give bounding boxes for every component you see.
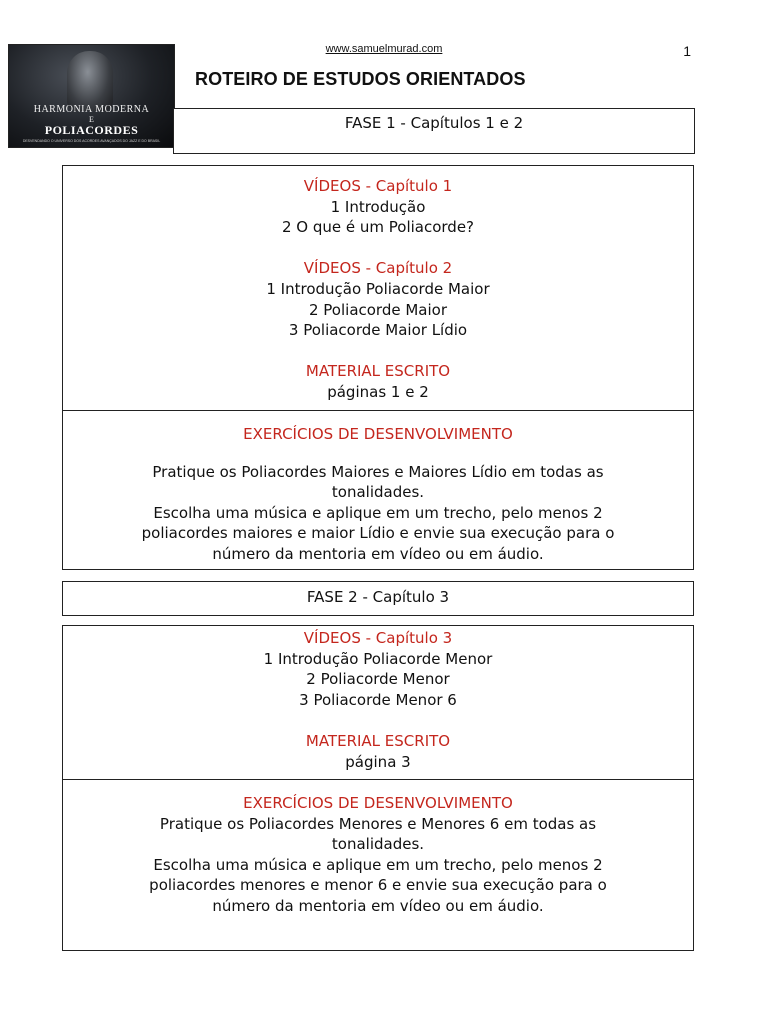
exercise-line: Pratique os Poliacordes Menores e Menores 6 em todas as [159, 814, 597, 833]
exercise-paragraph-2 [63, 855, 693, 917]
video-item: 3 Poliacorde Menor 6 [299, 690, 457, 709]
logo-line-4: DESVENDANDO O UNIVERSO DOS ACORDES AVANÇADOS DO JAZZ E DO BRASIL [22, 139, 161, 143]
video-item: 3 Poliacorde Maior Lídio [288, 321, 468, 340]
phase-1-videos-section [63, 176, 693, 403]
phase-1-title-box [173, 108, 695, 154]
exercise-line: Pratique os Poliacordes Maiores e Maiores Lídio em todas as [152, 462, 604, 481]
phase-2-title-box [62, 581, 694, 616]
logo-line-2: E [89, 115, 94, 124]
videos-ch3-heading: VÍDEOS - Capítulo 3 [303, 629, 453, 647]
exercises-heading: EXERCÍCIOS DE DESENVOLVIMENTO [243, 425, 513, 443]
exercise-line: poliacordes maiores e maior Lídio e envie sua execução para o [141, 524, 615, 543]
logo-line-1: HARMONIA MODERNA [33, 104, 150, 115]
videos-ch2-heading: VÍDEOS - Capítulo 2 [303, 259, 453, 278]
video-item: 1 Introdução Poliacorde Maior [266, 279, 490, 298]
videos-ch1-heading: VÍDEOS - Capítulo 1 [303, 177, 453, 195]
phase-2-title: FASE 2 - Capítulo 3 [306, 588, 450, 606]
video-item: 2 O que é um Poliacorde? [281, 218, 475, 237]
exercise-paragraph-2 [63, 503, 693, 565]
document-title: ROTEIRO DE ESTUDOS ORIENTADOS [195, 69, 526, 89]
exercise-line: número da mentoria em vídeo ou em áudio. [212, 544, 544, 563]
section-divider [63, 410, 693, 411]
video-item: 2 Poliacorde Menor [306, 670, 450, 689]
material-pages: páginas 1 e 2 [327, 382, 429, 401]
logo-line-3: POLIACORDES [44, 123, 139, 137]
material-heading: MATERIAL ESCRITO [305, 362, 451, 381]
exercise-line: tonalidades. [331, 835, 425, 854]
phase-2-videos-section [63, 628, 693, 772]
exercise-line: Escolha uma música e aplique em um trecho, pelo menos 2 [153, 855, 603, 874]
exercise-line: tonalidades. [331, 483, 425, 502]
exercise-line: número da mentoria em vídeo ou em áudio. [212, 896, 544, 915]
exercises-heading: EXERCÍCIOS DE DESENVOLVIMENTO [243, 794, 513, 812]
material-pages: página 3 [345, 752, 411, 771]
site-link[interactable]: www.samuelmurad.com [325, 43, 443, 55]
phase-1-content-box [62, 165, 694, 570]
exercise-line: Escolha uma música e aplique em um trecho, pelo menos 2 [153, 503, 603, 522]
exercise-paragraph-1 [63, 462, 693, 503]
video-item: 1 Introdução [330, 197, 426, 216]
page-number: 1 [683, 43, 691, 59]
video-item: 2 Poliacorde Maior [308, 300, 448, 319]
material-heading: MATERIAL ESCRITO [305, 731, 451, 750]
video-item: 1 Introdução Poliacorde Menor [263, 649, 493, 668]
exercise-paragraph-1 [63, 814, 693, 855]
musician-photo [67, 51, 113, 111]
section-divider [63, 779, 693, 780]
course-logo [8, 44, 175, 148]
phase-1-exercises-section [63, 424, 693, 565]
phase-2-content-box [62, 625, 694, 951]
exercise-line: poliacordes menores e menor 6 e envie sua execução para o [149, 876, 607, 895]
phase-1-title: FASE 1 - Capítulos 1 e 2 [344, 114, 524, 132]
phase-2-exercises-section [63, 793, 693, 917]
